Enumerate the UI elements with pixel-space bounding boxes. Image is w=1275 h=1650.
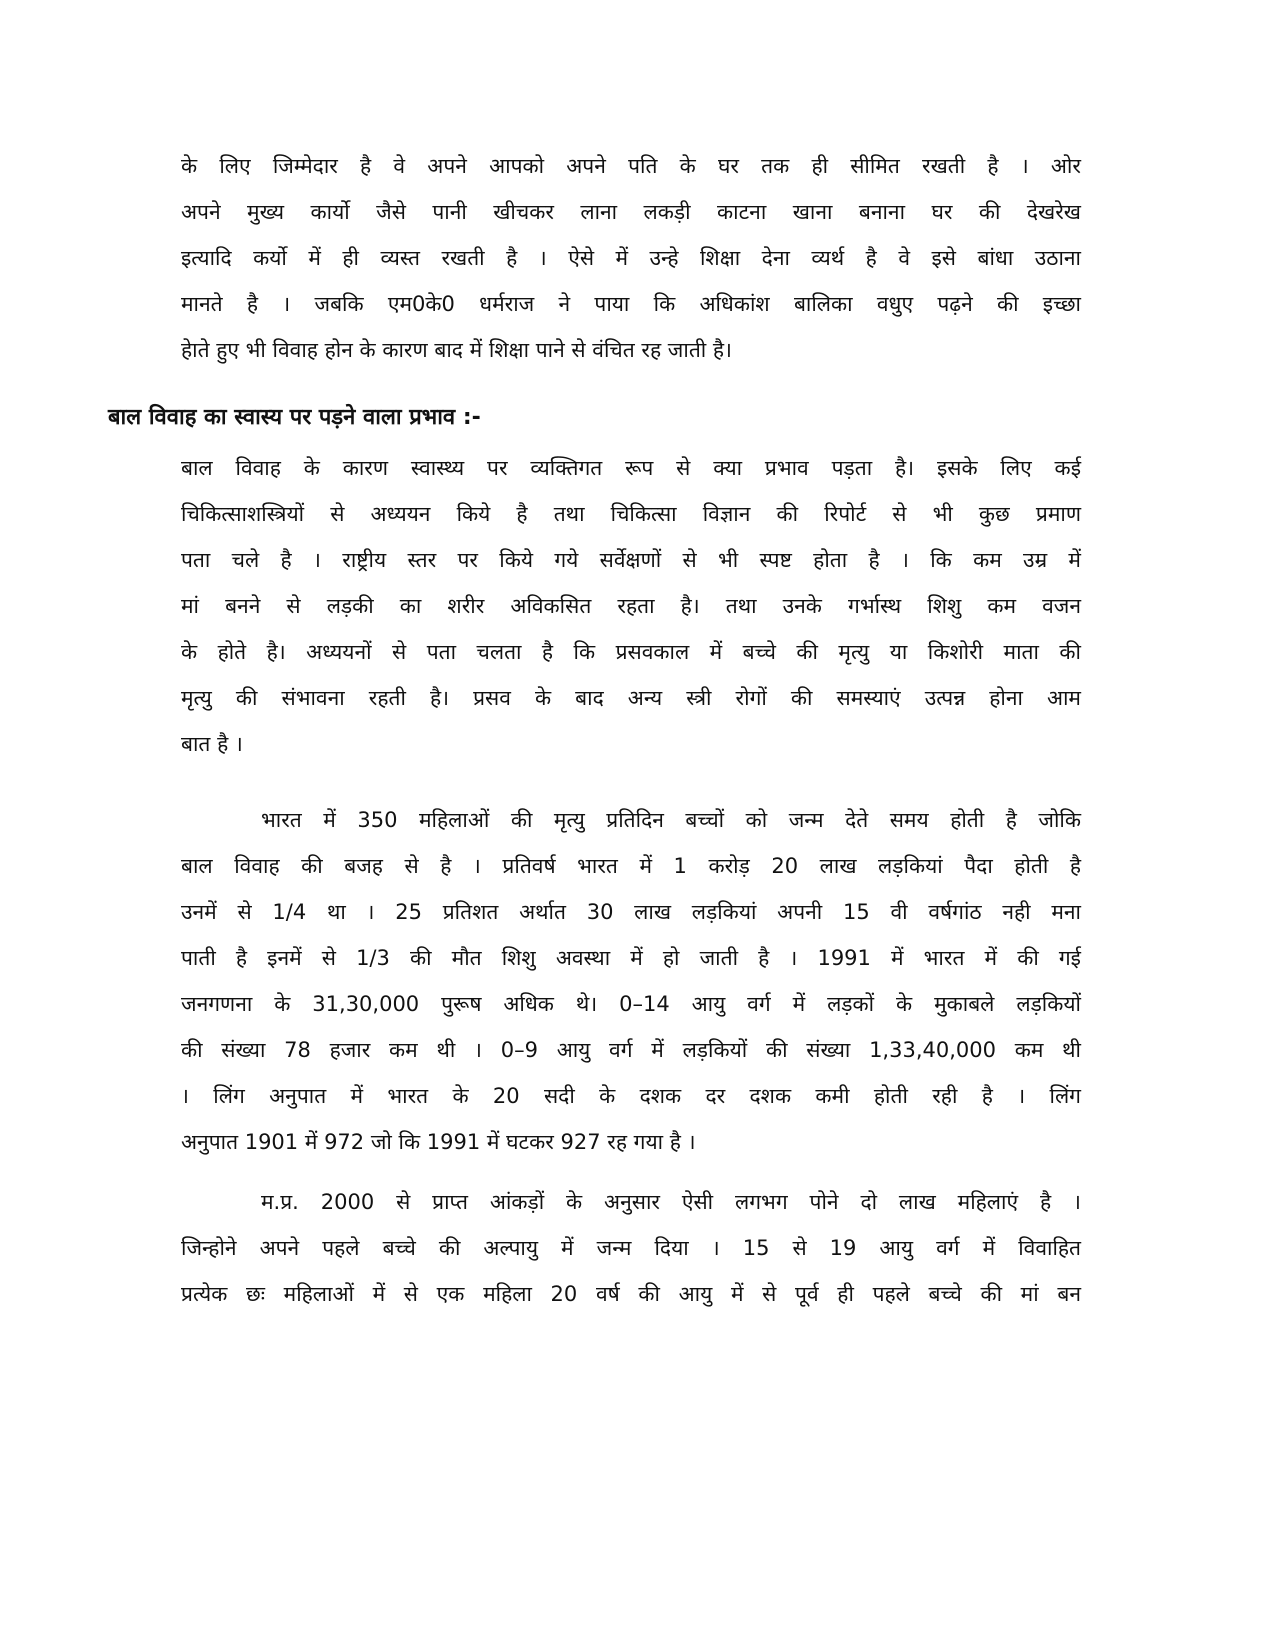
section-heading: बाल विवाह का स्वास्य पर पड़ने वाला प्रभाव :- <box>108 405 481 430</box>
text-line: प्रत्येक छः महिलाओं में से एक महिला 20 वर्ष की आयु में से पूर्व ही पहले बच्चे की मां बन <box>181 1282 1081 1306</box>
paragraph-1 <box>181 143 1081 373</box>
text-line: बाल विवाह के कारण स्वास्थ्य पर व्यक्तिगत रूप से क्या प्रभाव पड़ता है। इसके लिए कई <box>181 456 1081 480</box>
text-line: के होते है। अध्ययनों से पता चलता है कि प्रसवकाल में बच्चे की मृत्यु या किशोरी माता की <box>181 640 1081 664</box>
text-line: मां बनने से लड़की का शरीर अविकसित रहता है। तथा उनके गर्भास्थ शिशु कम वजन <box>181 594 1081 618</box>
text-line: अनुपात 1901 में 972 जो कि 1991 में घटकर 927 रह गया है । <box>181 1130 696 1154</box>
text-line: बात है । <box>181 732 243 756</box>
text-line: बाल विवाह की बजह से है । प्रतिवर्ष भारत में 1 करोड़ 20 लाख लड़कियां पैदा होती है <box>181 854 1081 878</box>
text-line: भारत में 350 महिलाओं की मृत्यु प्रतिदिन बच्चों को जन्म देते समय होती है जोकि <box>261 808 1081 832</box>
paragraph-3 <box>181 797 1081 1165</box>
paragraph-4 <box>181 1179 1081 1317</box>
text-line: । लिंग अनुपात में भारत के 20 सदी के दशक दर दशक कमी होती रही है । लिंग <box>181 1084 1081 1108</box>
text-line: की संख्या 78 हजार कम थी । 0–9 आयु वर्ग में लड़कियों की संख्या 1,33,40,000 कम थी <box>181 1038 1081 1062</box>
text-line: उनमें से 1/4 था । 25 प्रतिशत अर्थात 30 लाख लड़कियां अपनी 15 वी वर्षगांठ नही मना <box>181 900 1081 924</box>
text-line: मृत्यु की संभावना रहती है। प्रसव के बाद अन्य स्त्री रोगों की समस्याएं उत्पन्न होना आम <box>181 686 1081 710</box>
text-line: म.प्र. 2000 से प्राप्त आंकड़ों के अनुसार ऐसी लगभग पोने दो लाख महिलाएं है । <box>261 1190 1081 1214</box>
text-line: अपने मुख्य कार्यो जैसे पानी खीचकर लाना लकड़ी काटना खाना बनाना घर की देखरेख <box>181 200 1081 224</box>
text-line: पता चले है । राष्ट्रीय स्तर पर किये गये सर्वेक्षणों से भी स्पष्ट होता है । कि कम उम्र में <box>181 548 1081 572</box>
text-line: जिन्होने अपने पहले बच्चे की अल्पायु में जन्म दिया । 15 से 19 आयु वर्ग में विवाहित <box>181 1236 1081 1260</box>
text-line: चिकित्साशस्त्रियों से अध्ययन किये है तथा चिकित्सा विज्ञान की रिपोर्ट से भी कुछ प्रमाण <box>181 502 1081 526</box>
paragraph-2 <box>181 445 1081 767</box>
text-line: के लिए जिम्मेदार है वे अपने आपको अपने पति के घर तक ही सीमित रखती है । ओर <box>181 154 1081 178</box>
text-line: हेाते हुए भी विवाह होन के कारण बाद में शिक्षा पाने से वंचित रह जाती है। <box>181 338 733 362</box>
text-line: जनगणना के 31,30,000 पुरूष अधिक थे। 0–14 आयु वर्ग में लड़कों के मुकाबले लड़कियों <box>181 992 1081 1016</box>
text-line: मानते है । जबकि एम0के0 धर्मराज ने पाया कि अधिकांश बालिका वधुए पढ़ने की इच्छा <box>181 292 1081 316</box>
text-line: पाती है इनमें से 1/3 की मौत शिशु अवस्था में हो जाती है । 1991 में भारत में की गई <box>181 946 1081 970</box>
text-line: इत्यादि कर्यो में ही व्यस्त रखती है । ऐसे में उन्हे शिक्षा देना व्यर्थ है वे इसे बांधा उठाना <box>181 246 1081 270</box>
